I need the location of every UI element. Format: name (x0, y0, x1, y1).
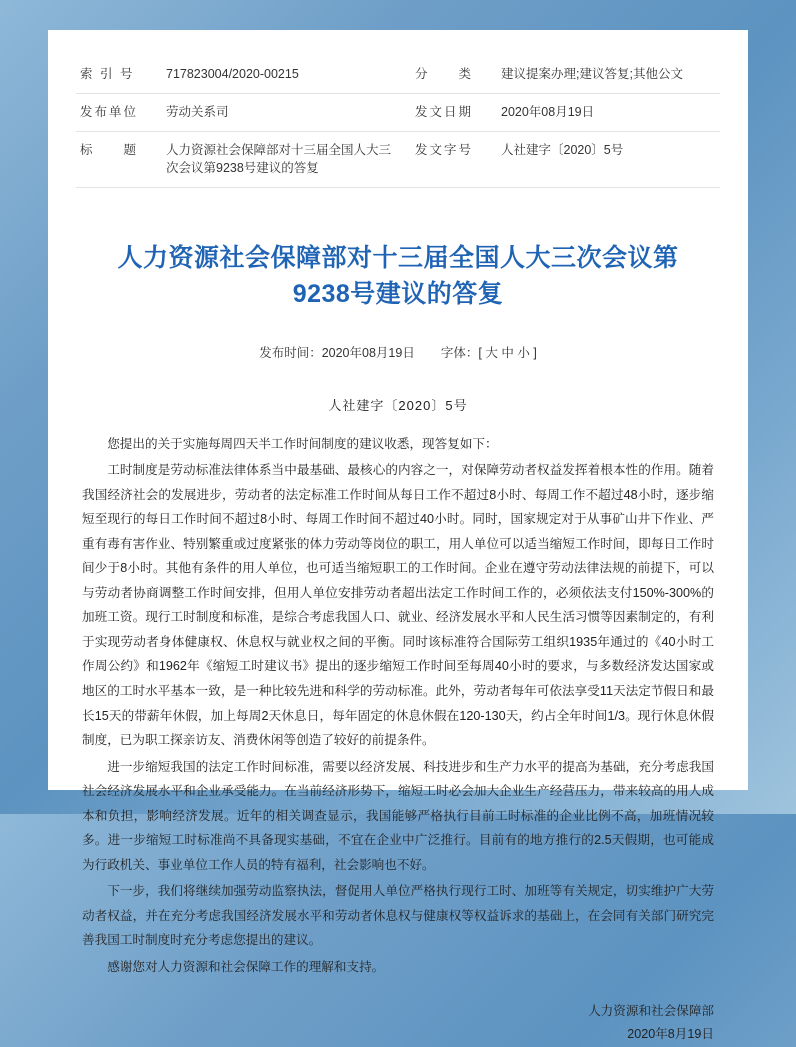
bracket-open: [ (478, 345, 482, 360)
fontsize-label: 字体： (440, 345, 479, 360)
publish-time-label: 发布时间： (259, 345, 322, 360)
table-row (76, 131, 720, 188)
title-section (48, 240, 748, 313)
fontsize-large-button[interactable]: 大 (485, 345, 498, 360)
meta-label-title: 标 题 (76, 131, 158, 188)
signature-date: 2020年8月19日 (627, 1027, 714, 1042)
meta-value-publisher: 劳动关系司 (158, 93, 399, 131)
paragraph: 下一步，我们将继续加强劳动监察执法，督促用人单位严格执行现行工时、加班等有关规定，切实维护广大劳动者权益，并在充分考虑我国经济发展水平和劳动者休息权与健康权等权益诉求的基础上，在会同有关部门研究完善我国工时制度时充分考虑您提出的建议。 (82, 884, 714, 948)
paragraph: 您提出的关于实施每周四天半工作时间制度的建议收悉，现答复如下： (107, 436, 498, 451)
meta-value-index: 717823004/2020-00215 (158, 56, 399, 93)
publish-time-value: 2020年08月19日 (321, 345, 415, 360)
meta-label-index: 索 引 号 (76, 56, 158, 93)
bracket-close: ] (533, 345, 537, 360)
signature-organization: 人力资源和社会保障部 (588, 1003, 714, 1018)
meta-label-date: 发文日期 (399, 93, 493, 131)
paragraph: 工时制度是劳动标准法律体系当中最基础、最核心的内容之一，对保障劳动者权益发挥着根本性的作用。随着我国经济社会的发展进步，劳动者的法定标准工作时间从每日工作不超过8小时、每周工作不超过48小时，逐步缩短至现行的每日工作时间不超过8小时、每周工作时间不超过40小时。同时，国家规定对于从事矿山井下作业、严重有毒有害作业、特别繁重或过度紧张的体力劳动等岗位的职工，用人单位可以适当缩短工作时间，即每日工作时间少于8小时。其他有条件的用人单位，也可适当缩短职工的工作时间。企业在遵守劳动法律法规的前提下，可以与劳动者协商调整工作时间安排，但用人单位安排劳动者超出法定工作时间工作的，必须依法支付150%-300%的加班工资。现行工时制度和标准，是综合考虑我国人口、就业、经济发展水平和人民生活习惯等因素制定的，有利于实现劳动者身体健康权、休息权与就业权之间的平衡。同时该标准符合国际劳工组织1935年通过的《40小时工作周公约》和1962年《缩短工时建议书》提出的逐步缩短工作时间至每周40小时的要求，与多数经济发达国家或地区的工时水平基本一致，是一种比较先进和科学的劳动标准。此外，劳动者每年可依法享受11天法定节假日和最长15天的带薪年休假，加上每周2天休息日，每年固定的休息休假在120-130天，约占全年时间1/3。现行休息休假制度，已为职工探亲访友、消费休闲等创造了较好的前提条件。 (82, 463, 714, 748)
meta-label-category: 分 类 (399, 56, 493, 93)
metadata-table (76, 56, 720, 188)
meta-label-docnumber: 发文字号 (399, 131, 493, 188)
fontsize-medium-button[interactable]: 中 (501, 345, 514, 360)
document-page (48, 30, 748, 1042)
document-body (82, 432, 714, 980)
signature-block (48, 1000, 714, 1047)
table-row (76, 56, 720, 93)
document-number: 人社建字〔2020〕5号 (328, 397, 468, 413)
meta-value-category: 建议提案办理;建议答复;其他公文 (493, 56, 720, 93)
fontsize-small-button[interactable]: 小 (517, 345, 530, 360)
meta-value-docnumber: 人社建字〔2020〕5号 (493, 131, 720, 188)
publish-info (48, 343, 748, 361)
meta-value-title: 人力资源社会保障部对十三届全国人大三次会议第9238号建议的答复 (158, 131, 399, 188)
table-row (76, 93, 720, 131)
page-title: 人力资源社会保障部对十三届全国人大三次会议第9238号建议的答复 (117, 244, 679, 309)
meta-label-publisher: 发布单位 (76, 93, 158, 131)
paragraph: 进一步缩短我国的法定工作时间标准，需要以经济发展、科技进步和生产力水平的提高为基础，充分考虑我国社会经济发展水平和企业承受能力。在当前经济形势下，缩短工时必会加大企业生产经营压力，带来较高的用人成本和负担，影响经济发展。近年的相关调查显示，我国能够严格执行目前工时标准的企业比例不高，加班情况较多。进一步缩短工时标准尚不具备现实基础，不宜在企业中广泛推行。目前有的地方推行的2.5天假期，也可能成为行政机关、事业单位工作人员的特有福利，社会影响也不好。 (82, 759, 714, 872)
meta-value-date: 2020年08月19日 (493, 93, 720, 131)
paragraph: 感谢您对人力资源和社会保障工作的理解和支持。 (107, 959, 385, 974)
fontsize-controls[interactable] (478, 346, 536, 360)
